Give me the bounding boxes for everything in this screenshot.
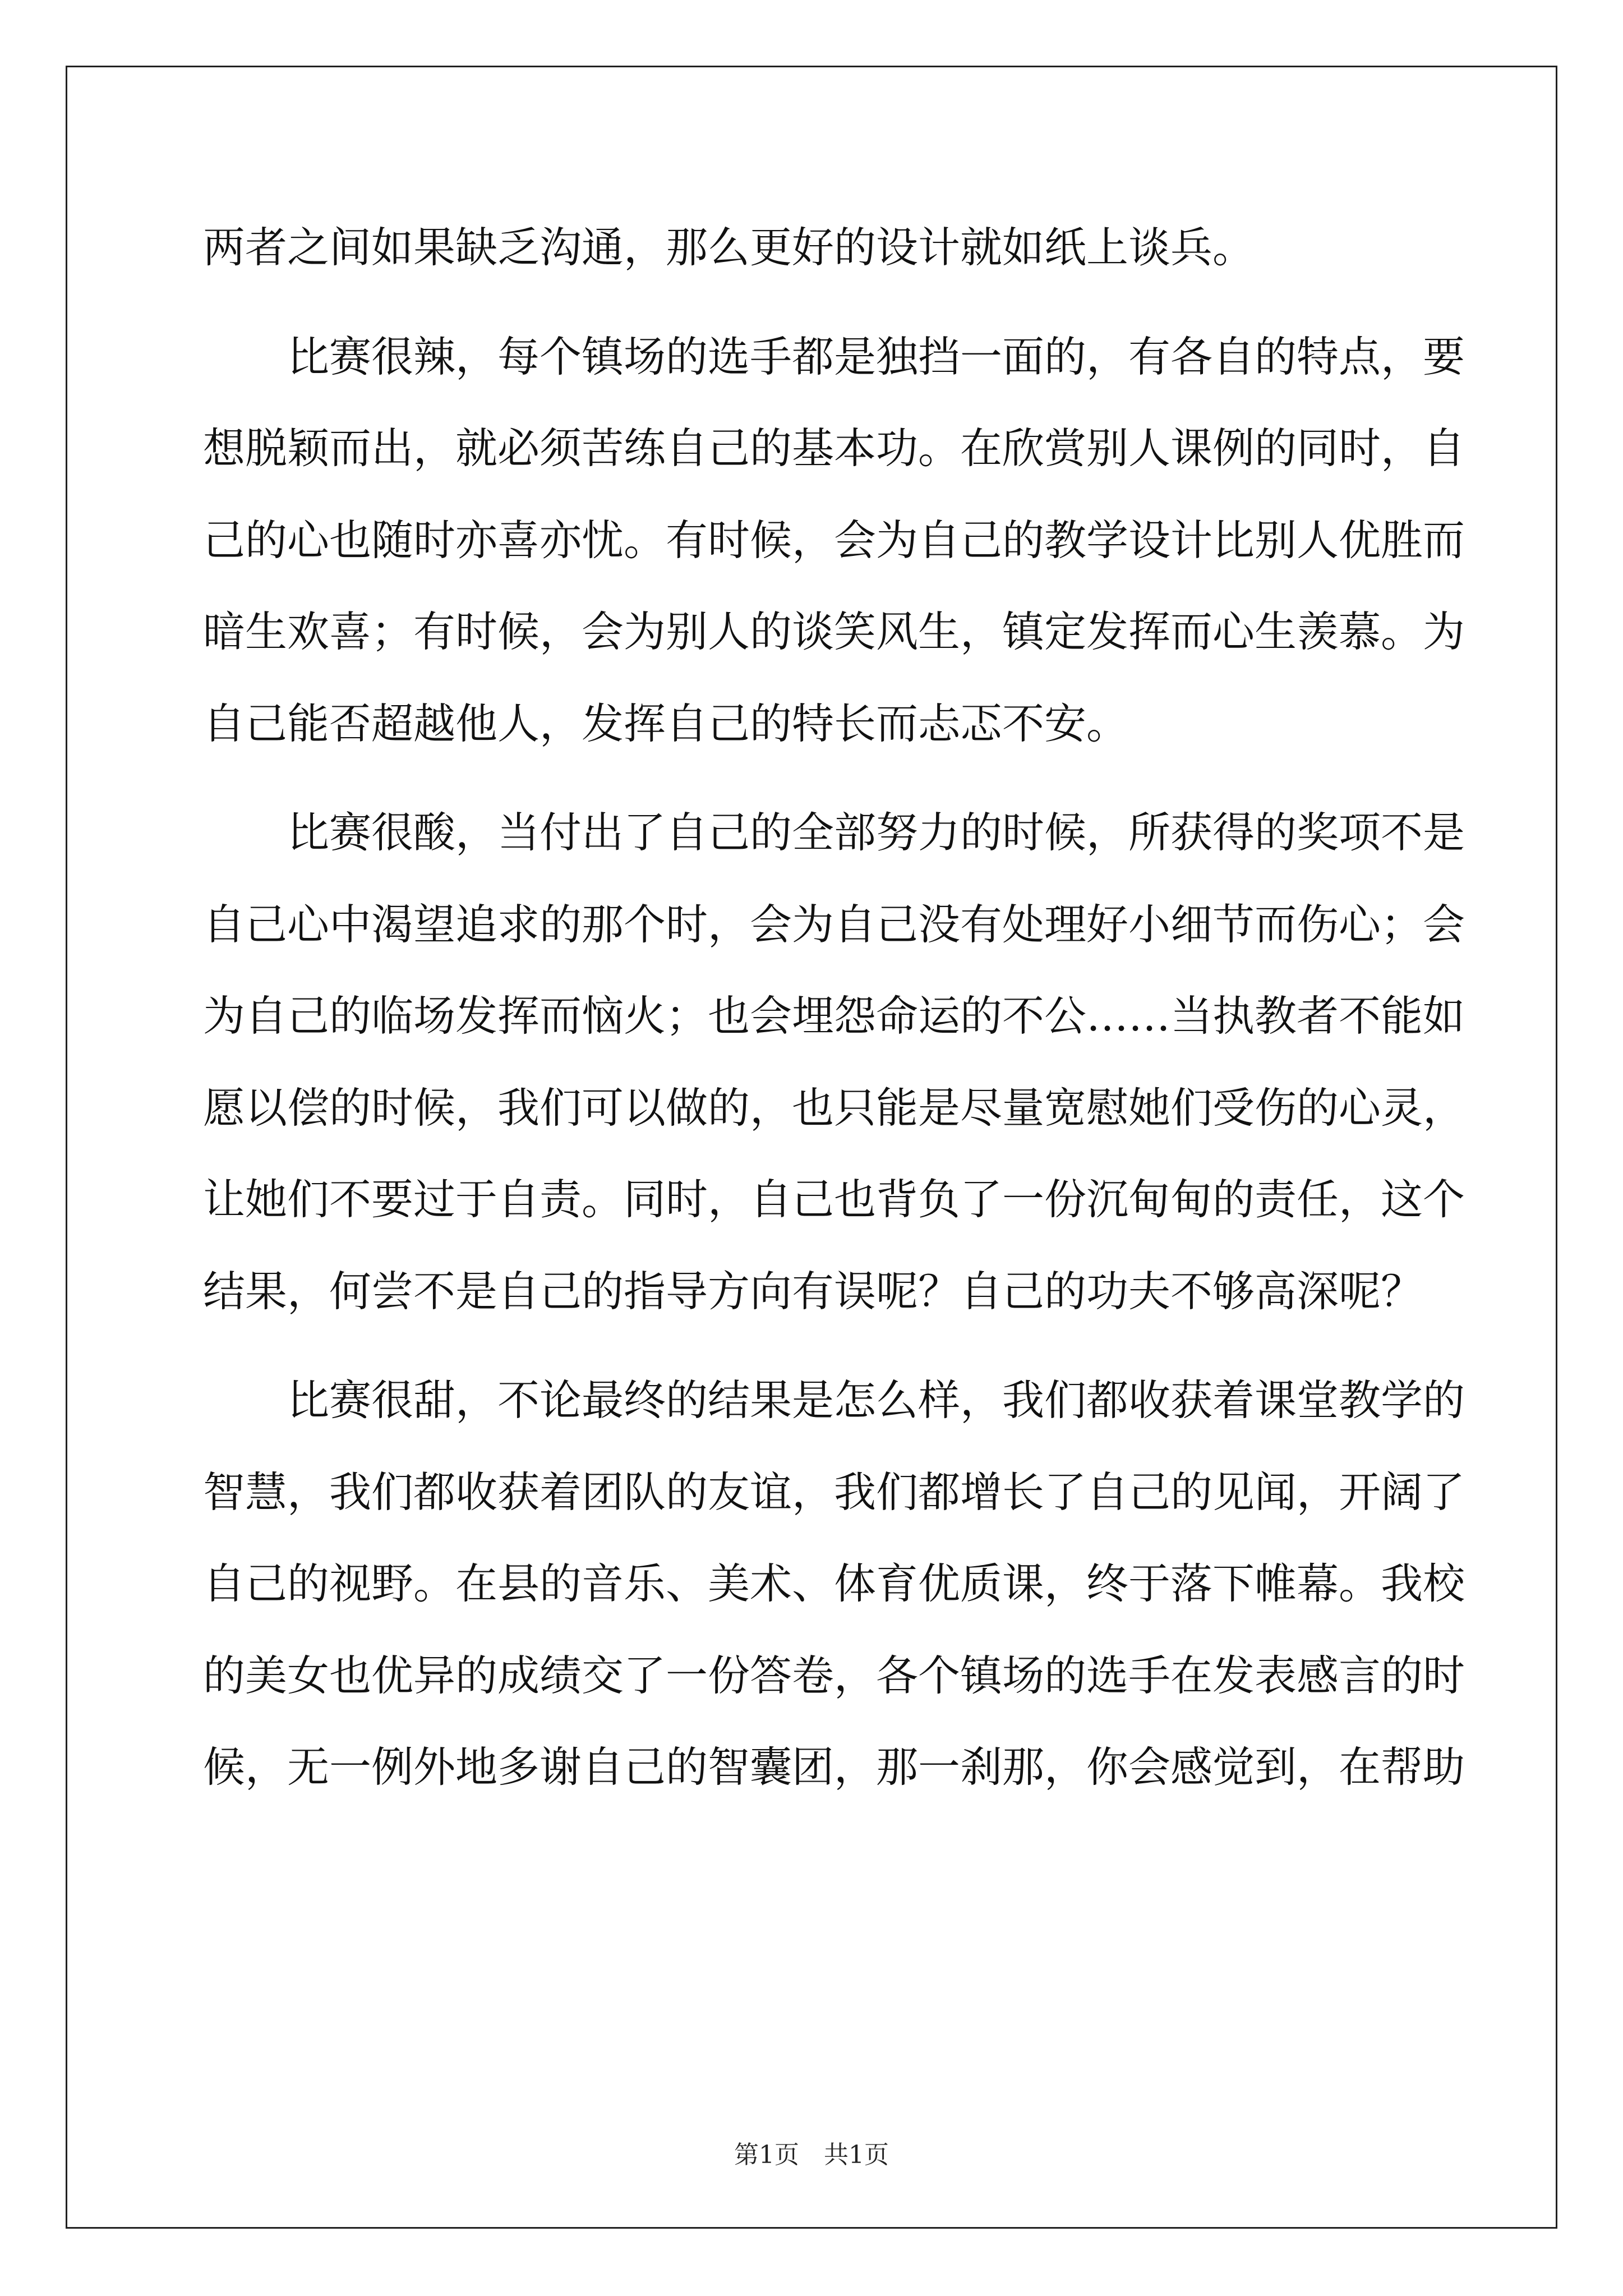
text-line: 自己的视野。在县的音乐、美术、体育优质课，终于落下帷幕。我校 xyxy=(203,1559,1465,1608)
text-line: 想脱颖而出，就必须苦练自己的基本功。在欣赏别人课例的同时，自 xyxy=(203,424,1465,473)
text-line: 结果，何尝不是自己的指导方向有误呢？自己的功夫不够高深呢？ xyxy=(203,1266,1423,1316)
text-line: 为自己的临场发挥而恼火；也会埋怨命运的不公……当执教者不能如 xyxy=(203,991,1465,1041)
paragraph xyxy=(203,787,1465,1337)
text-line: 比赛很辣，每个镇场的选手都是独挡一面的，有各自的特点，要 xyxy=(287,332,1465,381)
text-line: 的美女也优异的成绩交了一份答卷，各个镇场的选手在发表感言的时 xyxy=(203,1650,1465,1700)
paragraph xyxy=(203,1355,1465,1814)
text-line: 候，无一例外地多谢自己的智囊团，那一刹那，你会感觉到，在帮助 xyxy=(203,1742,1465,1792)
text-line: 己的心也随时亦喜亦忧。有时候，会为自己的教学设计比别人优胜而 xyxy=(203,515,1465,565)
paragraph-spacer xyxy=(203,294,1434,311)
paragraph-spacer xyxy=(203,1337,1434,1355)
paragraph-spacer xyxy=(203,770,1434,787)
page-number-footer: 第1页 共1页 xyxy=(734,2141,889,2169)
text-line: 自己能否超越他人，发挥自己的特长而忐忑不安。 xyxy=(203,698,1129,748)
text-line: 两者之间如果缺乏沟通，那么更好的设计就如纸上谈兵。 xyxy=(203,223,1255,272)
document-body xyxy=(203,202,1465,1814)
text-line: 智慧，我们都收获着团队的友谊，我们都增长了自己的见闻，开阔了 xyxy=(203,1467,1465,1517)
paragraph xyxy=(203,202,1434,294)
text-line: 愿以偿的时候，我们可以做的，也只能是尽量宽慰她们受伤的心灵， xyxy=(203,1083,1465,1133)
text-line: 比赛很甜，不论最终的结果是怎么样，我们都收获着课堂教学的 xyxy=(287,1375,1465,1425)
text-line: 暗生欢喜；有时候，会为别人的谈笑风生，镇定发挥而心生羡慕。为 xyxy=(203,607,1465,656)
paragraph xyxy=(203,311,1465,770)
text-line: 让她们不要过于自责。同时，自己也背负了一份沉甸甸的责任，这个 xyxy=(203,1175,1465,1224)
text-line: 自己心中渴望追求的那个时，会为自己没有处理好小细节而伤心；会 xyxy=(203,899,1465,949)
text-line: 比赛很酸，当付出了自己的全部努力的时候，所获得的奖项不是 xyxy=(287,808,1465,857)
